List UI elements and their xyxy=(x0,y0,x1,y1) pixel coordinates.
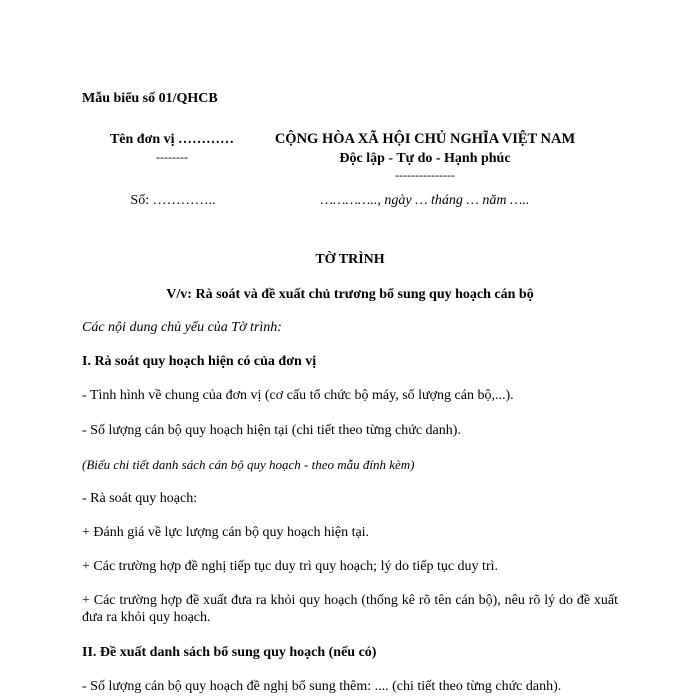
section-1-paragraph-5: + Các trường hợp đề nghị tiếp tục duy trì quy hoạch; lý do tiếp tục duy trì. xyxy=(82,559,498,574)
national-motto: Độc lập - Tự do - Hạnh phúc xyxy=(339,151,511,166)
section-1-paragraph-1: - Tình hình về chung của đơn vị (cơ cấu tổ chức bộ máy, số lượng cán bộ,...). xyxy=(82,388,514,403)
section-1-paragraph-4: + Đánh giá về lực lượng cán bộ quy hoạch hiện tại. xyxy=(82,525,370,540)
document-number: Số: ………….. xyxy=(130,193,216,208)
date-line: ………….., ngày … tháng … năm ….. xyxy=(320,193,530,208)
section-2-heading: II. Đề xuất danh sách bổ sung quy hoạch (nếu có) xyxy=(82,645,377,660)
form-code: Mẫu biểu số 01/QHCB xyxy=(82,91,218,106)
document-title: TỜ TRÌNH xyxy=(315,252,385,267)
intro-line: Các nội dung chủ yếu của Tờ trình: xyxy=(82,320,282,335)
section-1-paragraph-2: - Số lượng cán bộ quy hoạch hiện tại (chi tiết theo từng chức danh). xyxy=(82,423,461,438)
section-1-heading: I. Rà soát quy hoạch hiện có của đơn vị xyxy=(82,354,317,369)
section-2-paragraph-1: - Số lượng cán bộ quy hoạch đề nghị bổ sung thêm: .... (chi tiết theo từng chức danh). xyxy=(82,679,562,694)
unit-name-label: Tên đơn vị ………… xyxy=(109,132,235,147)
section-1-paragraph-3: - Rà soát quy hoạch: xyxy=(82,491,198,506)
unit-name-rule: -------- xyxy=(156,150,188,164)
section-1-note: (Biểu chi tiết danh sách cán bộ quy hoạch - theo mẫu đính kèm) xyxy=(82,457,415,472)
document-subject: V/v: Rà soát và đề xuất chủ trương bổ sung quy hoạch cán bộ xyxy=(166,287,534,302)
country-name: CỘNG HÒA XÃ HỘI CHỦ NGHĨA VIỆT NAM xyxy=(274,131,576,147)
section-1-paragraph-6: + Các trường hợp đề xuất đưa ra khỏi quy hoạch (thống kê rõ tên cán bộ), nêu rõ lý do đề xuất đưa ra khỏi quy hoạch. xyxy=(82,593,618,625)
motto-rule: --------------- xyxy=(395,168,455,182)
